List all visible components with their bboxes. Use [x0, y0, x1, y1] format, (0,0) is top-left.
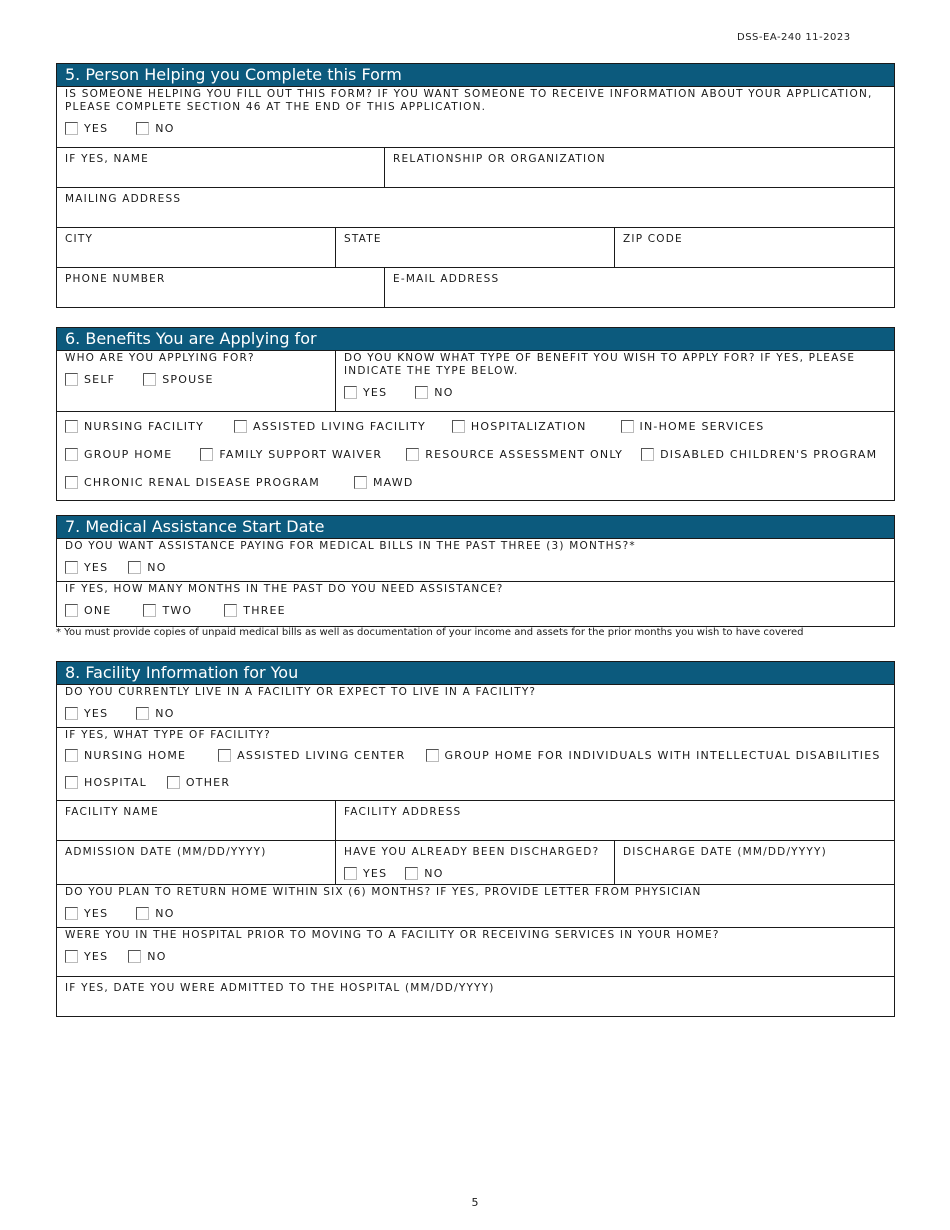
- months-two-checkbox[interactable]: [143, 604, 156, 617]
- return-home-no-option[interactable]: NO: [136, 907, 174, 920]
- section-7-start-date: [56, 515, 895, 627]
- live-in-facility-yes-option[interactable]: YES: [65, 707, 108, 720]
- benefit-nursing-facility-checkbox[interactable]: [65, 420, 78, 433]
- benefit-disabled-childrens[interactable]: DISABLED CHILDREN'S PROGRAM: [641, 448, 877, 461]
- benefit-family-support-waiver[interactable]: FAMILY SUPPORT WAIVER: [200, 448, 382, 461]
- months-three-option[interactable]: THREE: [224, 604, 286, 617]
- know-benefit-no-option[interactable]: NO: [415, 386, 453, 399]
- benefit-hospitalization[interactable]: HOSPITALIZATION: [452, 420, 587, 433]
- know-benefit-yes-option[interactable]: YES: [344, 386, 387, 399]
- section-6-benefits: [56, 327, 895, 501]
- months-question: IF YES, HOW MANY MONTHS IN THE PAST DO YOU NEED ASSISTANCE?: [65, 583, 504, 595]
- live-in-facility-no-checkbox[interactable]: [136, 707, 149, 720]
- return-home-yes-option[interactable]: YES: [65, 907, 108, 920]
- months-one-option[interactable]: ONE: [65, 604, 111, 617]
- past-bills-yes-option[interactable]: YES: [65, 561, 108, 574]
- section-5-helper: [56, 63, 895, 308]
- prior-hospital-question: WERE YOU IN THE HOSPITAL PRIOR TO MOVING TO A FACILITY OR RECEIVING SERVICES IN YOUR HOME?: [65, 929, 720, 941]
- section-6-title: 6. Benefits You are Applying for: [57, 328, 894, 351]
- helper-no-option[interactable]: NO: [136, 122, 174, 135]
- section-8-facility: [56, 661, 895, 1017]
- helper-mailing-address-field[interactable]: MAILING ADDRESS: [65, 193, 182, 205]
- discharge-date-field[interactable]: DISCHARGE DATE (MM/DD/YYYY): [623, 846, 827, 858]
- discharged-yes-option[interactable]: YES: [344, 867, 387, 880]
- facility-hospital-checkbox[interactable]: [65, 776, 78, 789]
- benefit-in-home-services[interactable]: IN-HOME SERVICES: [621, 420, 765, 433]
- months-two-option[interactable]: TWO: [143, 604, 192, 617]
- page-number: 5: [471, 1196, 479, 1209]
- facility-assisted-living-checkbox[interactable]: [218, 749, 231, 762]
- return-home-question: DO YOU PLAN TO RETURN HOME WITHIN SIX (6) MONTHS? IF YES, PROVIDE LETTER FROM PHYSICIAN: [65, 886, 702, 898]
- prior-hospital-yes-checkbox[interactable]: [65, 950, 78, 963]
- benefit-nursing-facility[interactable]: NURSING FACILITY: [65, 420, 204, 433]
- months-one-checkbox[interactable]: [65, 604, 78, 617]
- benefit-family-support-waiver-checkbox[interactable]: [200, 448, 213, 461]
- benefit-resource-assessment-checkbox[interactable]: [406, 448, 419, 461]
- helper-yes-checkbox[interactable]: [65, 122, 78, 135]
- who-applying-label: WHO ARE YOU APPLYING FOR?: [65, 352, 255, 364]
- facility-name-field[interactable]: FACILITY NAME: [57, 801, 336, 840]
- section-5-title: 5. Person Helping you Complete this Form: [57, 64, 894, 87]
- hospital-admit-date-field[interactable]: IF YES, DATE YOU WERE ADMITTED TO THE HOSPITAL (MM/DD/YYYY): [65, 982, 495, 994]
- helper-yes-option[interactable]: YES: [65, 122, 108, 135]
- prior-hospital-no-option[interactable]: NO: [128, 950, 166, 963]
- helper-city-field[interactable]: CITY: [57, 228, 336, 267]
- facility-other[interactable]: OTHER: [167, 776, 230, 789]
- benefit-group-home-checkbox[interactable]: [65, 448, 78, 461]
- benefit-assisted-living-checkbox[interactable]: [234, 420, 247, 433]
- know-benefit-label: DO YOU KNOW WHAT TYPE OF BENEFIT YOU WISH TO APPLY FOR? IF YES, PLEASE INDICATE THE TYPE BELOW.: [344, 352, 856, 377]
- return-home-yes-checkbox[interactable]: [65, 907, 78, 920]
- self-option[interactable]: SELF: [65, 373, 115, 386]
- self-checkbox[interactable]: [65, 373, 78, 386]
- helper-question: IS SOMEONE HELPING YOU FILL OUT THIS FORM? IF YOU WANT SOMEONE TO RECEIVE INFORMATION ABOUT YOUR APPLICATION, PLEASE COMPLETE SECTION 46 AT THE END OF THIS APPLICATION.: [65, 88, 873, 113]
- know-benefit-no-checkbox[interactable]: [415, 386, 428, 399]
- facility-hospital[interactable]: HOSPITAL: [65, 776, 147, 789]
- live-in-facility-question: DO YOU CURRENTLY LIVE IN A FACILITY OR EXPECT TO LIVE IN A FACILITY?: [65, 686, 537, 698]
- past-bills-no-checkbox[interactable]: [128, 561, 141, 574]
- benefit-chronic-renal-checkbox[interactable]: [65, 476, 78, 489]
- helper-no-checkbox[interactable]: [136, 122, 149, 135]
- helper-relationship-field[interactable]: RELATIONSHIP OR ORGANIZATION: [393, 153, 606, 165]
- live-in-facility-yes-checkbox[interactable]: [65, 707, 78, 720]
- medical-bills-note: * You must provide copies of unpaid medical bills as well as documentation of your income and assets for the prior months you wish to have covered: [56, 627, 804, 638]
- helper-zip-field[interactable]: ZIP CODE: [623, 233, 683, 245]
- past-bills-no-option[interactable]: NO: [128, 561, 166, 574]
- benefit-assisted-living[interactable]: ASSISTED LIVING FACILITY: [234, 420, 426, 433]
- return-home-no-checkbox[interactable]: [136, 907, 149, 920]
- discharged-no-option[interactable]: NO: [405, 867, 443, 880]
- facility-address-field[interactable]: FACILITY ADDRESS: [344, 806, 462, 818]
- helper-email-field[interactable]: E-MAIL ADDRESS: [393, 273, 500, 285]
- benefit-group-home[interactable]: GROUP HOME: [65, 448, 172, 461]
- prior-hospital-yes-option[interactable]: YES: [65, 950, 108, 963]
- benefit-mawd[interactable]: MAWD: [354, 476, 414, 489]
- facility-type-question: IF YES, WHAT TYPE OF FACILITY?: [65, 729, 271, 741]
- live-in-facility-no-option[interactable]: NO: [136, 707, 174, 720]
- section-8-title: 8. Facility Information for You: [57, 662, 894, 685]
- months-three-checkbox[interactable]: [224, 604, 237, 617]
- know-benefit-yes-checkbox[interactable]: [344, 386, 357, 399]
- facility-assisted-living[interactable]: ASSISTED LIVING CENTER: [218, 749, 405, 762]
- prior-hospital-no-checkbox[interactable]: [128, 950, 141, 963]
- benefit-chronic-renal[interactable]: CHRONIC RENAL DISEASE PROGRAM: [65, 476, 320, 489]
- benefit-in-home-services-checkbox[interactable]: [621, 420, 634, 433]
- facility-group-home-checkbox[interactable]: [426, 749, 439, 762]
- section-7-title: 7. Medical Assistance Start Date: [57, 516, 894, 539]
- helper-state-field[interactable]: STATE: [336, 228, 615, 267]
- benefit-disabled-childrens-checkbox[interactable]: [641, 448, 654, 461]
- benefit-resource-assessment[interactable]: RESOURCE ASSESSMENT ONLY: [406, 448, 623, 461]
- helper-name-field[interactable]: IF YES, NAME: [57, 148, 385, 187]
- past-bills-yes-checkbox[interactable]: [65, 561, 78, 574]
- past-bills-question: DO YOU WANT ASSISTANCE PAYING FOR MEDICAL BILLS IN THE PAST THREE (3) MONTHS?*: [65, 540, 636, 552]
- facility-nursing-home[interactable]: NURSING HOME: [65, 749, 186, 762]
- facility-group-home[interactable]: GROUP HOME FOR INDIVIDUALS WITH INTELLECTUAL DISABILITIES: [426, 749, 881, 762]
- discharged-no-checkbox[interactable]: [405, 867, 418, 880]
- discharged-yes-checkbox[interactable]: [344, 867, 357, 880]
- helper-phone-field[interactable]: PHONE NUMBER: [57, 268, 385, 307]
- spouse-checkbox[interactable]: [143, 373, 156, 386]
- form-code: DSS-EA-240 11-2023: [737, 32, 851, 43]
- spouse-option[interactable]: SPOUSE: [143, 373, 213, 386]
- facility-nursing-home-checkbox[interactable]: [65, 749, 78, 762]
- admission-date-field[interactable]: ADMISSION DATE (MM/DD/YYYY): [57, 841, 336, 884]
- benefit-hospitalization-checkbox[interactable]: [452, 420, 465, 433]
- facility-other-checkbox[interactable]: [167, 776, 180, 789]
- discharged-question: HAVE YOU ALREADY BEEN DISCHARGED?: [344, 846, 600, 858]
- benefit-mawd-checkbox[interactable]: [354, 476, 367, 489]
